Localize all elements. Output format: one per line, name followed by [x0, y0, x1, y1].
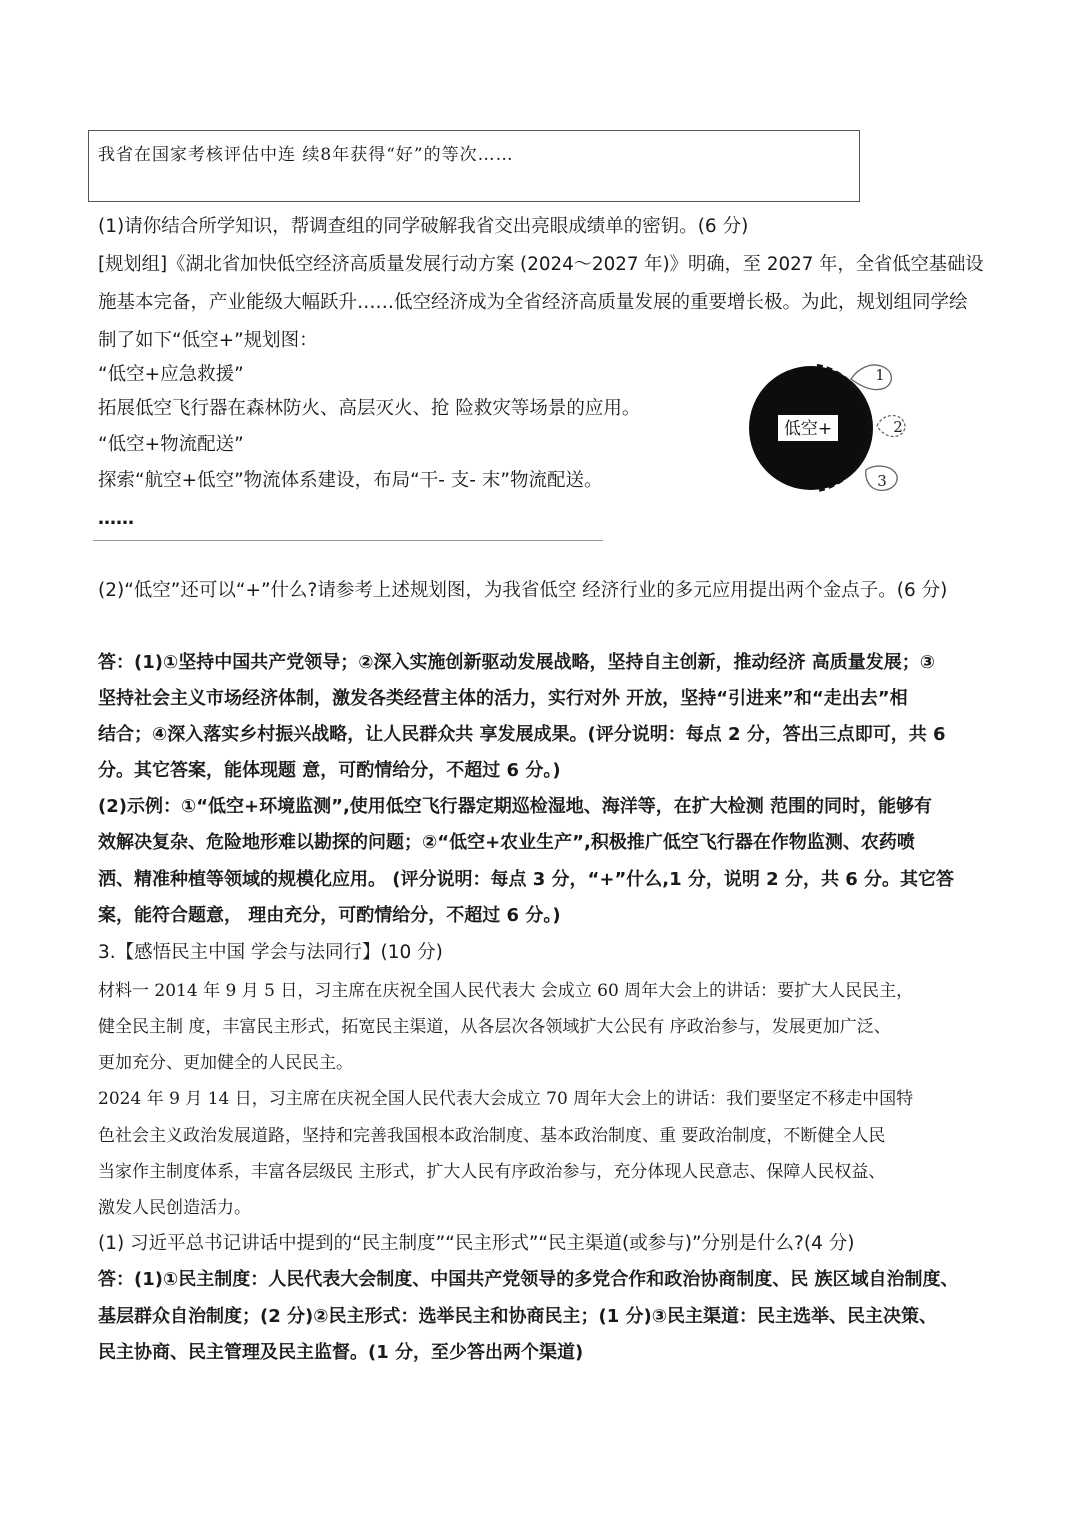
question-1: (1)请你结合所学知识，帮调查组的同学破解我省交出亮眼成绩单的密钥。(6 分)	[98, 216, 749, 237]
plan-item-desc-2: 探索“航空+低空”物流体系建设，布局“干- 支- 末”物流配送。	[98, 470, 603, 491]
question-2: (2)“低空”还可以“+”什么?请参考上述规划图，为我省低空 经济行业的多元应用提出两个金点子。(6 分)	[98, 580, 948, 601]
section-divider	[93, 540, 603, 541]
material-2-line-3: 当家作主制度体系，丰富各层级民 主形式，扩大人民有序政治参与，充分体现人民意志、保障人民权益、	[98, 1162, 886, 1182]
answer-3-line-2: 基层群众自治制度；(2 分)②民主形式：选举民主和协商民主；(1 分)③民主渠道：民主选举、民主决策、	[98, 1306, 937, 1327]
material-1-line-1: 材料一 2014 年 9 月 5 日，习主席在庆祝全国人民代表大 会成立 60 周年大会上的讲话：要扩大人民民主，	[98, 981, 914, 1001]
plan-ellipsis: ……	[98, 508, 134, 529]
plan-item-title-1: “低空+应急救援”	[98, 364, 244, 385]
diagram-label-3: 3	[877, 472, 887, 490]
answer-1-line-3: 结合；④深入落实乡村振兴战略，让人民群众共 享发展成果。(评分说明：每点 2 分，答出三点即可，共 6	[98, 724, 946, 745]
material-1-line-3: 更加充分、更加健全的人民民主。	[98, 1053, 353, 1073]
diagram-label-2: 2	[893, 418, 903, 436]
plan-item-desc-1: 拓展低空飞行器在森林防火、高层灭火、抢 险救灾等场景的应用。	[98, 398, 641, 419]
plan-line-2: 施基本完备，产业能级大幅跃升……低空经济成为全省经济高质量发展的重要增长极。为此，规划组同学绘	[98, 292, 968, 313]
plan-line-3: 制了如下“低空+”规划图：	[98, 330, 318, 351]
section-3-heading: 3.【感悟民主中国 学会与法同行】(10 分)	[98, 942, 443, 963]
answer-2-line-1: (2)示例：①“低空+环境监测”,使用低空飞行器定期巡检湿地、海洋等，在扩大检测 范围的同时，能够有	[98, 796, 933, 817]
diagram-center-label: 低空+	[783, 419, 833, 439]
answer-3-line-3: 民主协商、民主管理及民主监督。(1 分，至少答出两个渠道)	[98, 1342, 584, 1363]
answer-2-line-2: 效解决复杂、危险地形难以勘探的问题；②“低空+农业生产”,积极推广低空飞行器在作物监测、农药喷	[98, 832, 915, 853]
material-2-line-1: 2024 年 9 月 14 日，习主席在庆祝全国人民代表大会成立 70 周年大会上的讲话：我们要坚定不移走中国特	[98, 1089, 914, 1109]
answer-1-line-1: 答：(1)①坚持中国共产党领导；②深入实施创新驱动发展战略，坚持自主创新，推动经济 高质量发展；③	[98, 652, 935, 673]
answer-2-line-4: 案，能符合题意， 理由充分，可酌情给分，不超过 6 分。)	[98, 905, 561, 926]
diagram-label-1: 1	[875, 366, 885, 384]
plan-item-title-2: “低空+物流配送”	[98, 434, 244, 455]
answer-2-line-3: 洒、精准种植等领域的规模化应用。 (评分说明：每点 3 分，“+”什么,1 分，说明 2 分，共 6 分。其它答	[98, 869, 955, 890]
answer-1-line-4: 分。其它答案，能体现题 意，可酌情给分，不超过 6 分。)	[98, 760, 561, 781]
plan-line-1: [规划组]《湖北省加快低空经济高质量发展行动方案 (2024～2027 年)》明确，至 2027 年，全省低空基础设	[98, 254, 984, 275]
answer-3-line-1: 答：(1)①民主制度：人民代表大会制度、中国共产党领导的多党合作和政治协商制度、民 族区域自治制度、	[98, 1269, 959, 1290]
material-2-line-2: 色社会主义政治发展道路，坚持和完善我国根本政治制度、基本政治制度、重 要政治制度，不断健全人民	[98, 1126, 886, 1146]
low-altitude-plan-diagram	[745, 352, 910, 500]
answer-1-line-2: 坚持社会主义市场经济体制，激发各类经营主体的活力，实行对外 开放，坚持“引进来”和“走出去”相	[98, 688, 908, 709]
material-1-line-2: 健全民主制 度，丰富民主形式，拓宽民主渠道，从各层次各领域扩大公民有 序政治参与，发展更加广泛、	[98, 1017, 891, 1037]
diagram-bubble-1	[851, 365, 891, 390]
quote-box-text: 我省在国家考核评估中连 续8年获得“好”的等次……	[98, 145, 514, 165]
material-2-line-4: 激发人民创造活力。	[98, 1198, 251, 1218]
question-3-1: (1) 习近平总书记讲话中提到的“民主制度”“民主形式”“民主渠道(或参与)”分别是什么?(4 分)	[98, 1233, 855, 1254]
